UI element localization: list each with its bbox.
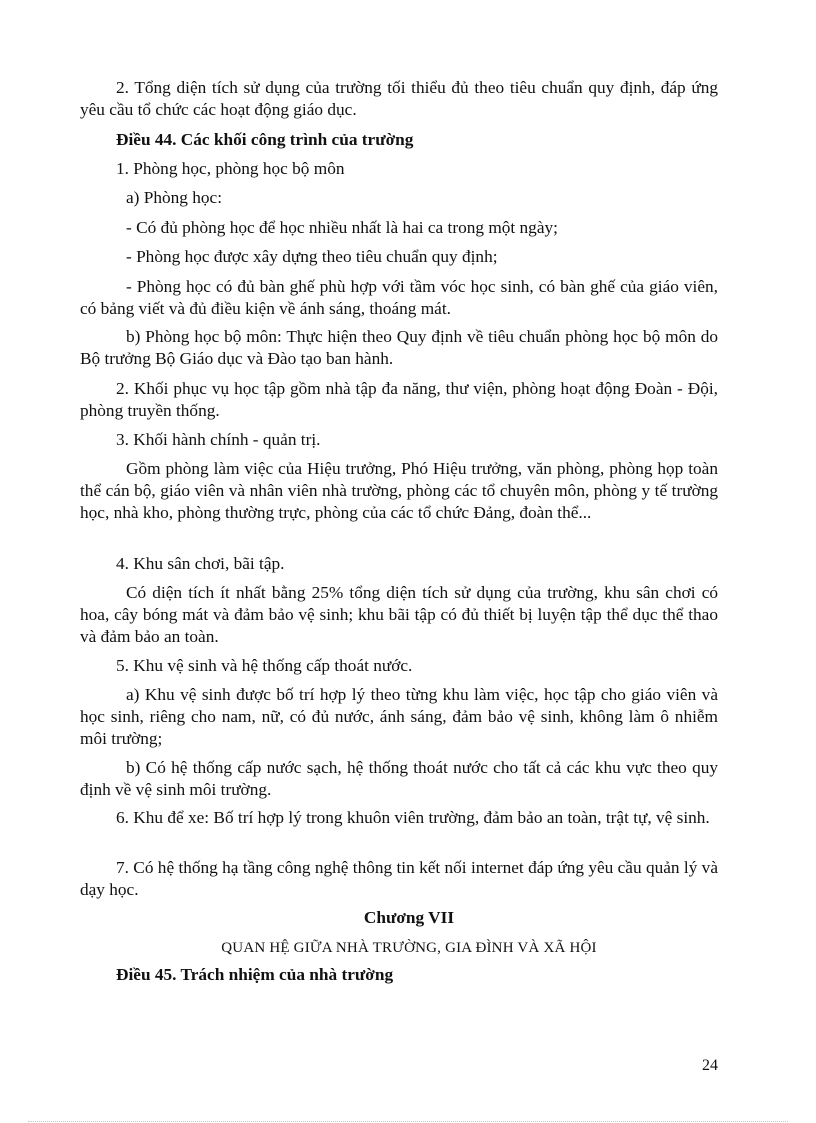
- item-4-playground: 4. Khu sân chơi, bãi tập.: [116, 554, 285, 573]
- article-45-heading: Điều 45. Trách nhiệm của nhà trường: [116, 965, 394, 984]
- item-5-sanitation: 5. Khu vệ sinh và hệ thống cấp thoát nước.: [116, 656, 413, 675]
- item-a-classroom: a) Phòng học:: [126, 188, 222, 207]
- item-1-classrooms: 1. Phòng học, phòng học bộ môn: [116, 159, 345, 178]
- item-5b-water: b) Có hệ thống cấp nước sạch, hệ thống thoát nước cho tất cả các khu vực theo quy định về vệ sinh môi trường.: [80, 758, 718, 799]
- item-7-it-infrastructure: 7. Có hệ thống hạ tầng công nghệ thông tin kết nối internet đáp ứng yêu cầu quản lý và dạy học.: [80, 858, 718, 899]
- bullet-enough-rooms: - Có đủ phòng học để học nhiều nhất là hai ca trong một ngày;: [126, 218, 558, 237]
- item-6-parking: 6. Khu để xe: Bố trí hợp lý trong khuôn viên trường, đảm bảo an toàn, trật tự, vệ sinh.: [116, 808, 710, 827]
- item-5a-toilets: a) Khu vệ sinh được bố trí hợp lý theo từng khu làm việc, học tập cho giáo viên và học sinh, riêng cho nam, nữ, có đủ nước, ánh sáng, đảm bảo vệ sinh, không làm ô nhiễm môi trường;: [80, 685, 718, 748]
- bullet-standard-built: - Phòng học được xây dựng theo tiêu chuẩn quy định;: [126, 247, 498, 266]
- paragraph-total-area: 2. Tổng diện tích sử dụng của trường tối thiểu đủ theo tiêu chuẩn quy định, đáp ứng yêu cầu tổ chức các hoạt động giáo dục.: [80, 78, 718, 119]
- item-b-subject-rooms: b) Phòng học bộ môn: Thực hiện theo Quy định về tiêu chuẩn phòng học bộ môn do Bộ trưởng Bộ Giáo dục và Đào tạo ban hành.: [80, 327, 718, 368]
- page-number: 24: [702, 1057, 718, 1074]
- bullet-furniture: - Phòng học có đủ bàn ghế phù hợp với tầm vóc học sinh, có bàn ghế của giáo viên, có bảng viết và đủ điều kiện về ánh sáng, thoáng mát.: [80, 277, 718, 318]
- paragraph-admin-rooms: Gồm phòng làm việc của Hiệu trưởng, Phó Hiệu trưởng, văn phòng, phòng họp toàn thể cán bộ, giáo viên và nhân viên nhà trường, phòng các tổ chuyên môn, phòng y tế trường học, nhà kho, phòng thường trực, phòng của các tổ chức Đảng, đoàn thể...: [80, 459, 718, 522]
- paragraph-playground-area: Có diện tích ít nhất bằng 25% tổng diện tích sử dụng của trường, khu sân chơi có hoa, cây bóng mát và đảm bảo vệ sinh; khu bãi tập có đủ thiết bị luyện tập thể dục thể thao và đảm bảo an toàn.: [80, 583, 718, 646]
- chapter-title: QUAN HỆ GIỮA NHÀ TRƯỜNG, GIA ĐÌNH VÀ XÃ HỘI: [221, 940, 597, 956]
- item-3-administration: 3. Khối hành chính - quản trị.: [116, 430, 321, 449]
- chapter-number: Chương VII: [363, 908, 455, 927]
- article-44-heading: Điều 44. Các khối công trình của trường: [116, 130, 414, 149]
- item-2-study-support: 2. Khối phục vụ học tập gồm nhà tập đa năng, thư viện, phòng hoạt động Đoàn - Đội, phòng truyền thống.: [80, 379, 718, 420]
- page-bottom-rule: [28, 1121, 788, 1122]
